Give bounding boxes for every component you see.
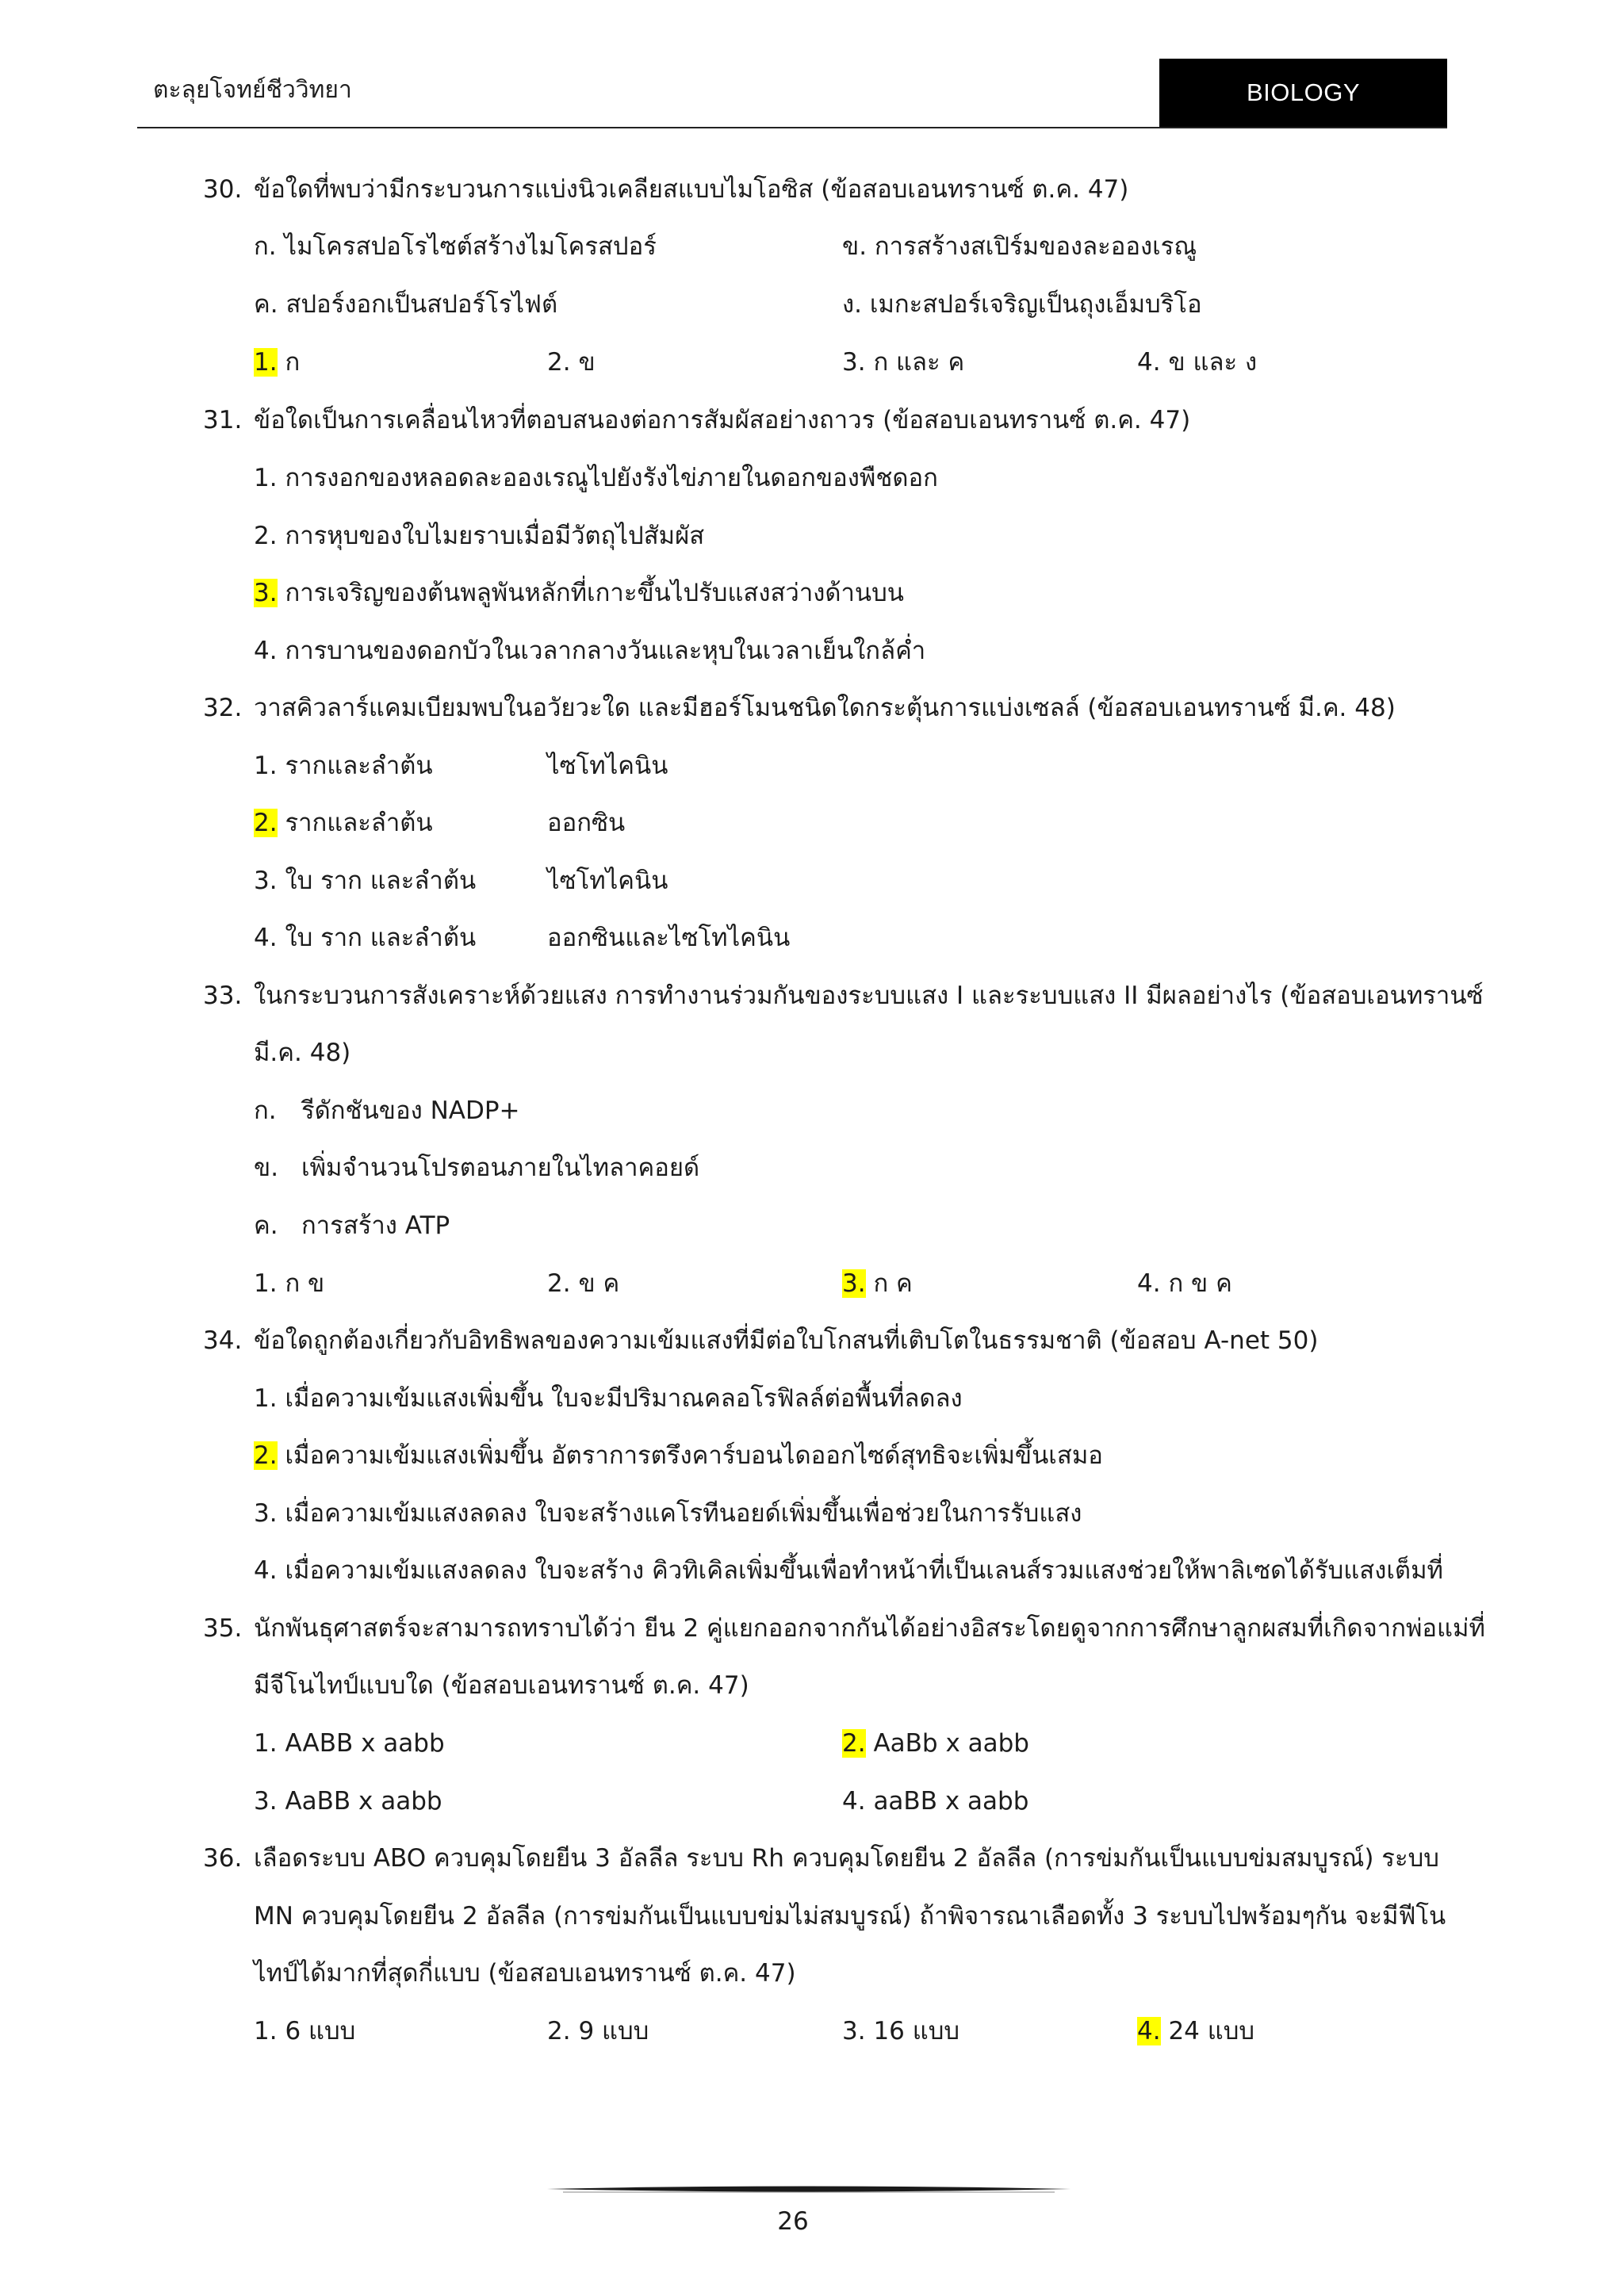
choice bbox=[254, 2013, 355, 2049]
choice bbox=[1137, 1265, 1232, 1302]
statement-label: ข. bbox=[254, 1154, 279, 1182]
choice-text: ก ค bbox=[873, 1269, 913, 1298]
question-text-cont: มีจีโนไทป์แบบใด (ข้อสอบเอนทรานซ์ ต.ค. 47) bbox=[254, 1671, 749, 1700]
choice-number: 3. bbox=[254, 1499, 278, 1528]
choice bbox=[254, 1437, 1103, 1474]
choice-text: aaBB x aabb bbox=[873, 1787, 1029, 1816]
statement: รีดักชันของ NADP+ bbox=[301, 1096, 520, 1125]
question-text: ข้อใดถูกต้องเกี่ยวกับอิทธิพลของความเข้มแสงที่มีต่อใบโกสนที่เติบโตในธรรมชาติ (ข้อสอบ A-net 50) bbox=[254, 1326, 1319, 1355]
choice-text: AaBb x aabb bbox=[873, 1729, 1029, 1758]
question-text-cont: ไทป์ได้มากที่สุดกี่แบบ (ข้อสอบเอนทรานซ์ ต.ค. 47) bbox=[254, 1959, 796, 1988]
choice-hormone: ไซโทไคนิน bbox=[547, 867, 668, 895]
choice-hormone: ออกซินและไซโทไคนิน bbox=[547, 924, 791, 952]
choice-text: ก และ ค bbox=[873, 348, 965, 377]
header-title: ตะลุยโจทย์ชีววิทยา bbox=[153, 76, 352, 104]
choice-number: 1. bbox=[254, 2017, 278, 2045]
choice-text: การบานของดอกบัวในเวลากลางวันและหุบในเวลาเย็นใกล้ค่ำ bbox=[285, 637, 926, 665]
choice bbox=[842, 1783, 1028, 1820]
question-text-cont: MN ควบคุมโดยยีน 2 อัลลีล (การข่มกันเป็นแบบข่มไม่สมบูรณ์) ถ้าพิจารณาเลือดทั้ง 3 ระบบไปพร้อมๆกัน จะมีฟีโน bbox=[254, 1902, 1446, 1931]
choice bbox=[842, 2013, 959, 2049]
choice-hormone: ออกซิน bbox=[547, 809, 626, 837]
question-text: เลือดระบบ ABO ควบคุมโดยยีน 3 อัลลีล ระบบ Rh ควบคุมโดยยีน 2 อัลลีล (การข่มกันเป็นแบบข่มสมบูรณ์) ระบบ bbox=[254, 1844, 1439, 1873]
statement: การสร้าง ATP bbox=[301, 1211, 450, 1240]
choice bbox=[254, 1725, 445, 1762]
choice-number: 2. bbox=[254, 522, 278, 550]
choice-number-highlighted: 3. bbox=[842, 1269, 866, 1298]
choice-number: 2. bbox=[547, 1269, 571, 1298]
choice-number: 3. bbox=[254, 867, 278, 895]
page-number: 26 bbox=[777, 2207, 809, 2236]
choice bbox=[254, 1495, 1082, 1532]
choice-number: 3. bbox=[254, 1787, 278, 1816]
question-number: 31. bbox=[203, 406, 243, 434]
choice bbox=[547, 2013, 649, 2049]
choice-text: ก ข bbox=[285, 1269, 325, 1298]
statement: ข. การสร้างสเปิร์มของละอองเรณู bbox=[842, 232, 1197, 261]
choice bbox=[254, 633, 925, 669]
question-number: 33. bbox=[203, 982, 243, 1010]
choice-number: 3. bbox=[842, 2017, 866, 2045]
choice-number: 4. bbox=[254, 924, 278, 952]
statement: ง. เมกะสปอร์เจริญเป็นถุงเอ็มบริโอ bbox=[842, 290, 1202, 319]
choice-text: รากและลำต้น bbox=[285, 809, 433, 837]
choice-number: 3. bbox=[842, 348, 866, 377]
question-text: วาสคิวลาร์แคมเบียมพบในอวัยวะใด และมีฮอร์โมนชนิดใดกระตุ้นการแบ่งเซลล์ (ข้อสอบเอนทรานซ์ มี.ค. 48) bbox=[254, 694, 1396, 722]
choice bbox=[254, 1380, 963, 1417]
choice bbox=[842, 344, 964, 381]
choice-text: ข ค bbox=[578, 1269, 620, 1298]
choice-number: 1. bbox=[254, 752, 278, 780]
question-number: 30. bbox=[203, 175, 243, 204]
choice-text: 9 แบบ bbox=[578, 2017, 649, 2045]
choice-text: การหุบของใบไมยราบเมื่อมีวัตถุไปสัมผัส bbox=[285, 522, 705, 550]
choice-number: 1. bbox=[254, 1269, 278, 1298]
choice-number: 4. bbox=[1137, 1269, 1161, 1298]
choice bbox=[254, 518, 704, 554]
choice-text: 16 แบบ bbox=[873, 2017, 960, 2045]
choice-text: ข bbox=[578, 348, 596, 377]
choice-text: เมื่อความเข้มแสงลดลง ใบจะสร้าง คิวทิเคิลเพิ่มขึ้นเพื่อทำหน้าที่เป็นเลนส์รวมแสงช่วยให้พาลิเซดได้รับแสงเต็มที่ bbox=[285, 1556, 1443, 1585]
choice-text: เมื่อความเข้มแสงเพิ่มขึ้น ใบจะมีปริมาณคลอโรฟิลล์ต่อพื้นที่ลดลง bbox=[285, 1384, 963, 1413]
choice-number: 2. bbox=[547, 2017, 571, 2045]
statement: เพิ่มจำนวนโปรตอนภายในไทลาคอยด์ bbox=[301, 1154, 700, 1182]
choice-text: เมื่อความเข้มแสงลดลง ใบจะสร้างแคโรทีนอยด์เพิ่มขึ้นเพื่อช่วยในการรับแสง bbox=[285, 1499, 1082, 1528]
question-text: ในกระบวนการสังเคราะห์ด้วยแสง การทำงานร่วมกันของระบบแสง I และระบบแสง II มีผลอย่างไร (ข้อสอบเอนทรานซ์ bbox=[254, 982, 1484, 1010]
choice-text: ใบ ราก และลำต้น bbox=[285, 867, 477, 895]
choice bbox=[254, 344, 300, 381]
choice bbox=[254, 805, 433, 841]
choice-number-highlighted: 4. bbox=[1137, 2017, 1161, 2045]
statement-label: ก. bbox=[254, 1096, 277, 1125]
statement-label: ค. bbox=[254, 1211, 278, 1240]
choice-hormone: ไซโทไคนิน bbox=[547, 752, 668, 780]
choice-text: 6 แบบ bbox=[285, 2017, 356, 2045]
question-number: 36. bbox=[203, 1844, 243, 1873]
choice bbox=[1137, 344, 1257, 381]
choice-text: ใบ ราก และลำต้น bbox=[285, 924, 477, 952]
choice bbox=[547, 1265, 619, 1302]
choice-number: 1. bbox=[254, 1729, 278, 1758]
choice-text: AaBB x aabb bbox=[285, 1787, 442, 1816]
question-number: 34. bbox=[203, 1326, 243, 1355]
question-text: นักพันธุศาสตร์จะสามารถทราบได้ว่า ยีน 2 คู่แยกออกจากกันได้อย่างอิสระโดยดูจากการศึกษาลูกผสมที่เกิดจากพ่อแม่ที่ bbox=[254, 1614, 1485, 1643]
choice-text: AABB x aabb bbox=[285, 1729, 445, 1758]
choice bbox=[842, 1265, 913, 1302]
choice-number-highlighted: 3. bbox=[254, 579, 278, 607]
choice-number: 2. bbox=[547, 348, 571, 377]
choice-number: 1. bbox=[254, 1384, 278, 1413]
question-text-cont: มี.ค. 48) bbox=[254, 1039, 351, 1067]
choice-text: การเจริญของต้นพลูพันหลักที่เกาะขึ้นไปรับแสงสว่างด้านบน bbox=[285, 579, 904, 607]
choice-number: 4. bbox=[1137, 348, 1161, 377]
footer-ornament bbox=[547, 2182, 1071, 2196]
choice bbox=[254, 460, 938, 496]
question-text: ข้อใดเป็นการเคลื่อนไหวที่ตอบสนองต่อการสัมผัสอย่างถาวร (ข้อสอบเอนทรานซ์ ต.ค. 47) bbox=[254, 406, 1191, 434]
header-rule bbox=[137, 127, 1447, 128]
choice-number-highlighted: 1. bbox=[254, 348, 278, 377]
choice bbox=[1137, 2013, 1254, 2049]
statement: ก. ไมโครสปอโรไซต์สร้างไมโครสปอร์ bbox=[254, 232, 657, 261]
choice bbox=[254, 1552, 1443, 1589]
choice-text: การงอกของหลอดละอองเรณูไปยังรังไข่ภายในดอกของพืชดอก bbox=[285, 464, 938, 492]
choice bbox=[254, 748, 433, 784]
question-number: 35. bbox=[203, 1614, 243, 1643]
statement: ค. สปอร์งอกเป็นสปอร์โรไฟต์ bbox=[254, 290, 558, 319]
choice bbox=[254, 1265, 324, 1302]
choice-number-highlighted: 2. bbox=[254, 1441, 278, 1470]
question-text: ข้อใดที่พบว่ามีกระบวนการแบ่งนิวเคลียสแบบไมโอซิส (ข้อสอบเอนทรานซ์ ต.ค. 47) bbox=[254, 175, 1129, 204]
choice-text: เมื่อความเข้มแสงเพิ่มขึ้น อัตราการตรึงคาร์บอนไดออกไซด์สุทธิจะเพิ่มขึ้นเสมอ bbox=[285, 1441, 1103, 1470]
choice-text: รากและลำต้น bbox=[285, 752, 433, 780]
choice bbox=[547, 344, 596, 381]
question-number: 32. bbox=[203, 694, 243, 722]
choice bbox=[254, 575, 904, 611]
choice-text: 24 แบบ bbox=[1168, 2017, 1255, 2045]
choice-text: ข และ ง bbox=[1168, 348, 1258, 377]
subject-badge: BIOLOGY bbox=[1159, 59, 1447, 127]
choice bbox=[842, 1725, 1029, 1762]
choice-text: ก ข ค bbox=[1168, 1269, 1232, 1298]
choice-number: 4. bbox=[254, 1556, 278, 1585]
choice-number-highlighted: 2. bbox=[842, 1729, 866, 1758]
choice-text: ก bbox=[285, 348, 301, 377]
choice-number: 1. bbox=[254, 464, 278, 492]
choice bbox=[254, 920, 476, 956]
choice-number: 4. bbox=[254, 637, 278, 665]
choice bbox=[254, 1783, 442, 1820]
choice bbox=[254, 863, 476, 899]
choice-number-highlighted: 2. bbox=[254, 809, 278, 837]
choice-number: 4. bbox=[842, 1787, 866, 1816]
